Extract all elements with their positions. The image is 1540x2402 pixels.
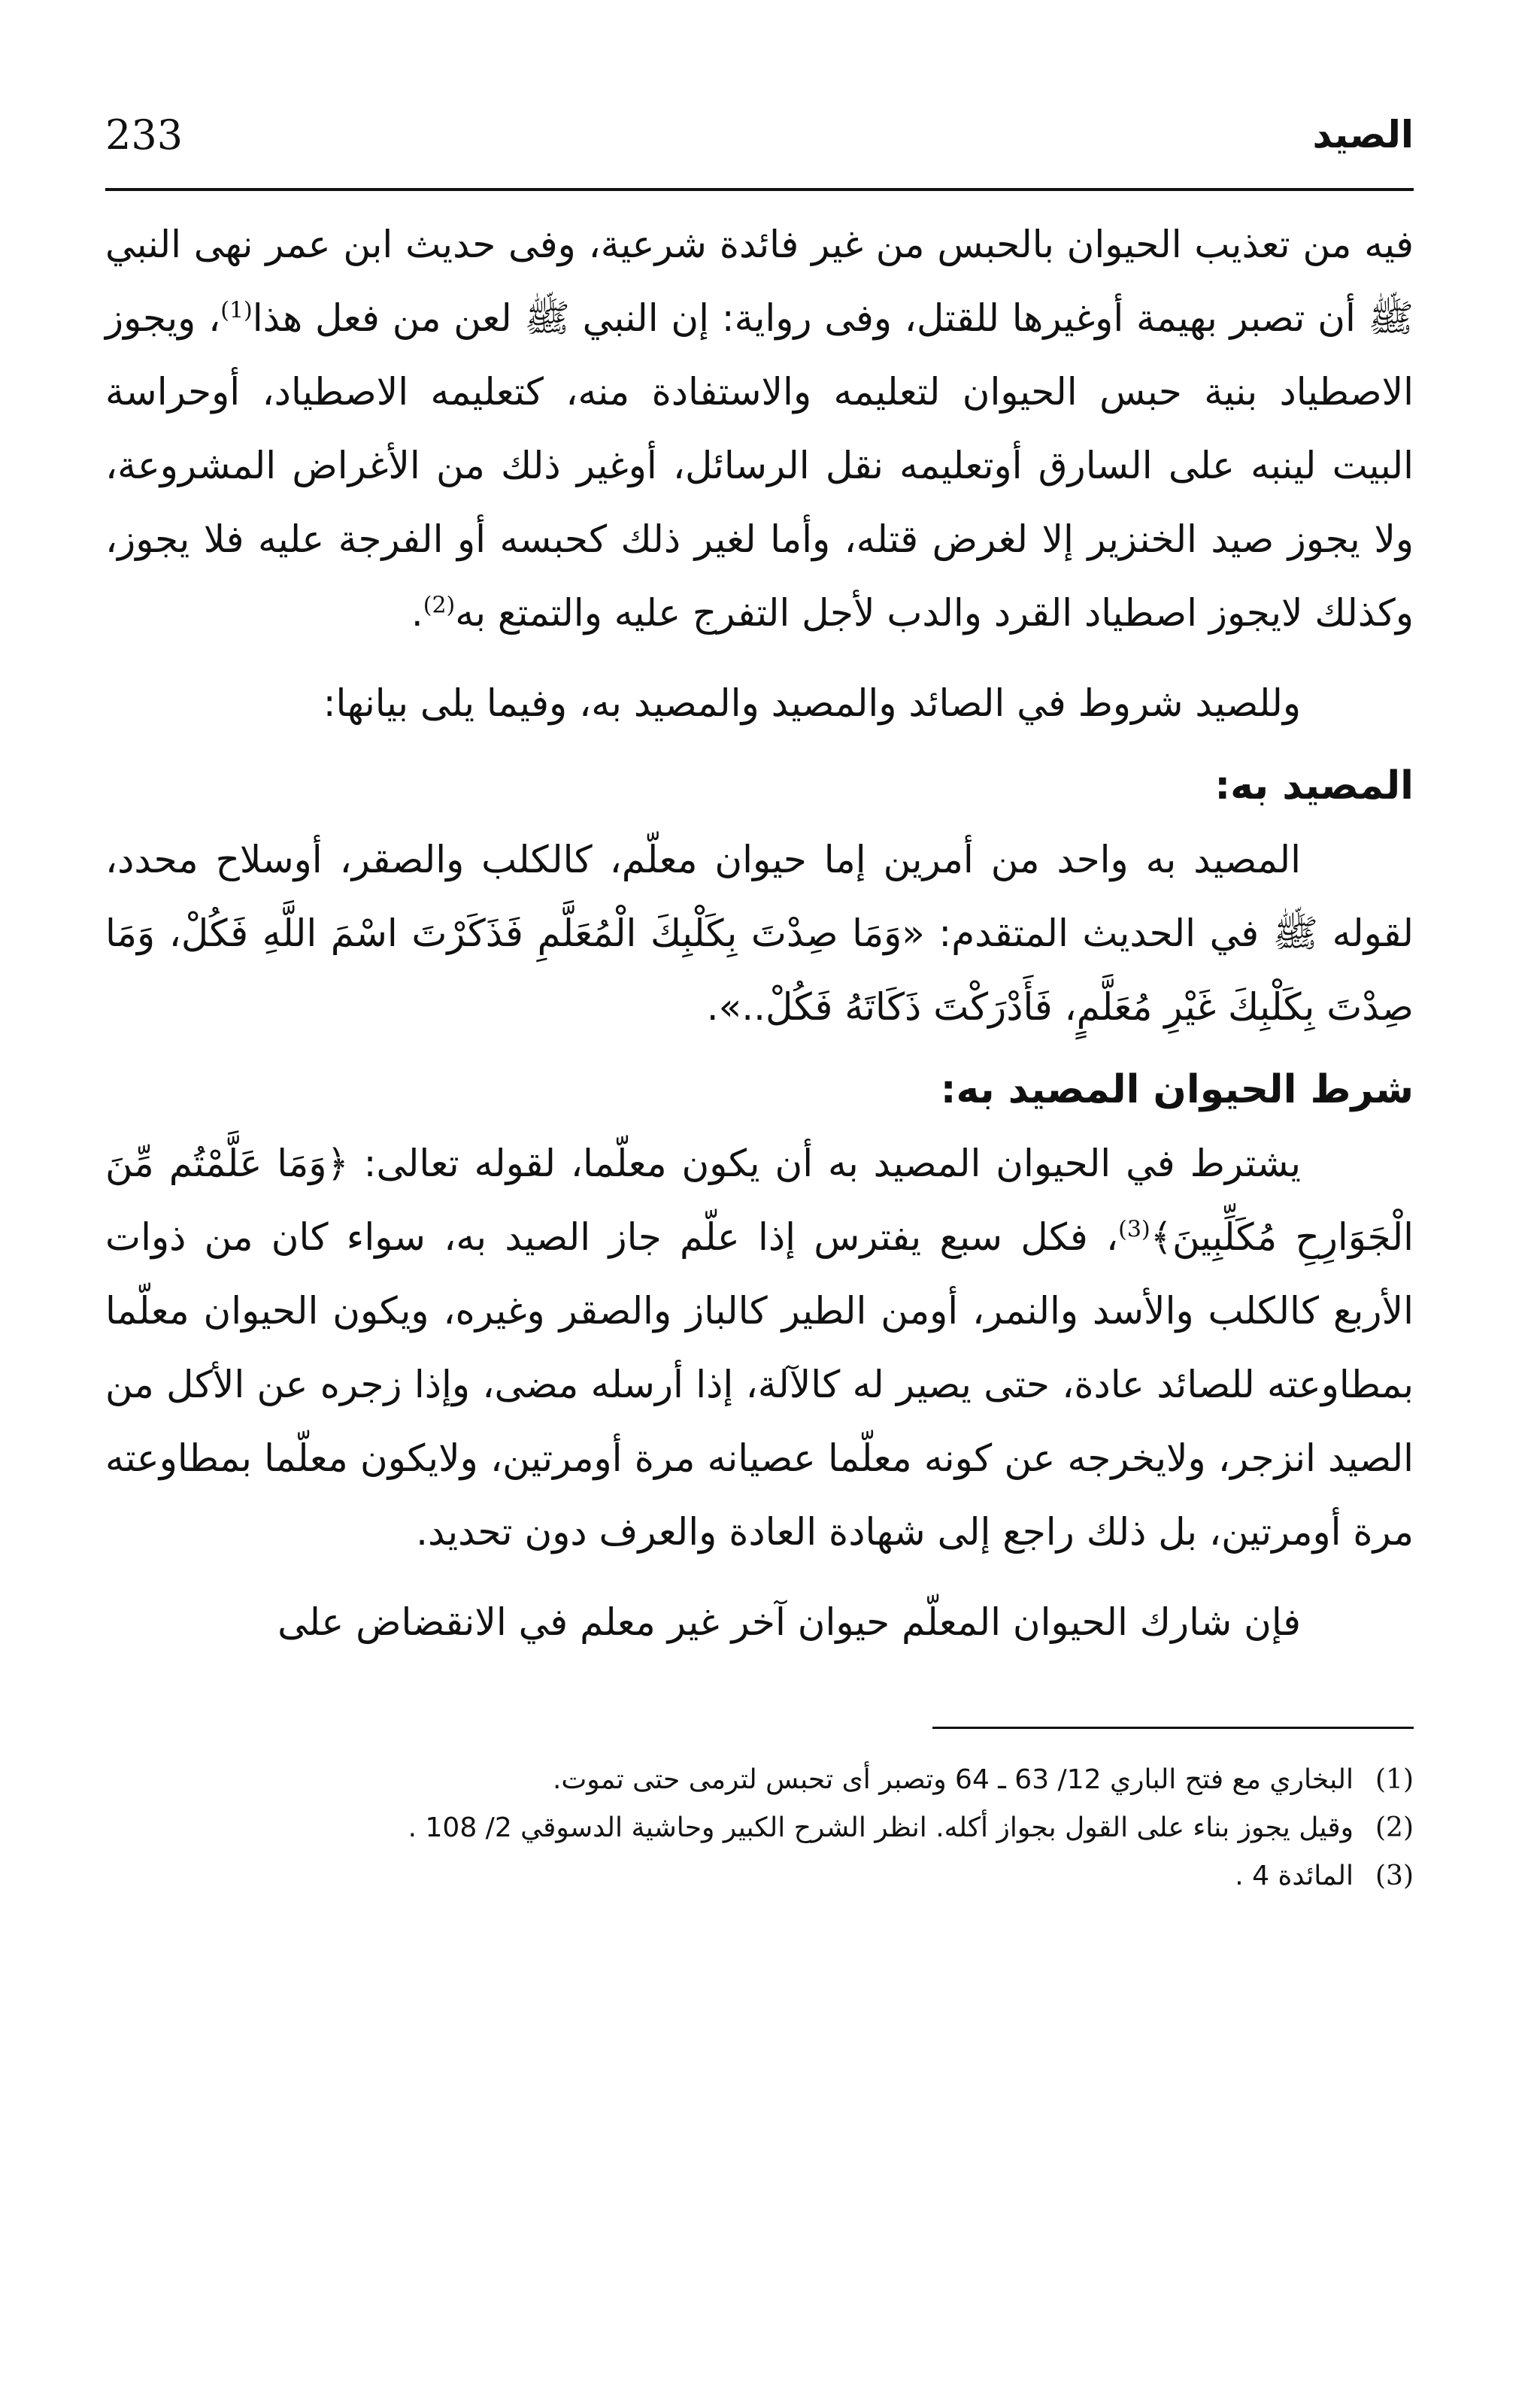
paragraph <box>105 208 1414 650</box>
paragraph: المصيد به واحد من أمرين إما حيوان معلّم، كالكلب والصقر، أوسلاح محدد، لقوله ﷺ في الحديث المتقدم: «وَمَا صِدْتَ بِكَلْبِكَ الْمُعَلَّمِ فَذَكَرْتَ اسْمَ اللَّهِ فَكُلْ، وَمَا صِدْتَ بِكَلْبِكَ غَيْرِ مُعَلَّمٍ، فَأَدْرَكْتَ ذَكَاتَهُ فَكُلْ..». <box>105 838 1414 1029</box>
quran-verse: ﴿وَمَا عَلَّمْتُم مِّنَ الْجَوَارِحِ مُكَلِّبِينَ﴾ <box>105 1142 1414 1259</box>
section-heading: شرط الحيوان المصيد به: <box>940 1067 1414 1112</box>
footnote-number: (1) <box>1375 1764 1414 1795</box>
paragraph: وللصيد شروط في الصائد والمصيد والمصيد به، وفيما يلى بيانها: <box>323 681 1301 725</box>
paragraph-text: ، ويجوز الاصطياد بنية حبس الحيوان لتعليمه والاستفادة منه، كتعليمه الاصطياد، أوحراسة البيت لينبه على السارق أوتعليمه نقل الرسائل، أوغير ذلك من الأغراض المشروعة، ولا يجوز صيد الخنزير إلا لغرض قتله، وأما لغير ذلك كحبسه أو الفرجة عليه فلا يجوز، وكذلك لايجوز اصطياد القرد والدب لأجل التفرج عليه والتمتع به <box>105 296 1414 635</box>
footnote <box>105 1852 1414 1900</box>
section-heading: المصيد به: <box>1214 763 1414 808</box>
footnote-number: (2) <box>1375 1812 1414 1843</box>
footnote-number: (3) <box>1375 1861 1414 1891</box>
footnote <box>105 1756 1414 1804</box>
footnote-text: البخاري مع فتح الباري 12/ 63 ـ 64 وتصبر أى تحبس لترمى حتى تموت. <box>552 1764 1354 1795</box>
footnotes <box>105 1756 1414 1900</box>
page-header <box>105 90 1414 191</box>
paragraph-text: . <box>411 591 423 635</box>
footnote-ref[interactable]: (3) <box>1118 1216 1150 1243</box>
paragraph: فإن شارك الحيوان المعلّم حيوان آخر غير معلم في الانقضاض على <box>277 1600 1301 1644</box>
page-number: 233 <box>105 111 183 159</box>
book-page <box>105 90 1414 2346</box>
footnote-text: وقيل يجوز بناء على القول بجواز أكله. انظر الشرح الكبير وحاشية الدسوقي 2/ 108 . <box>408 1812 1354 1843</box>
footnote-ref[interactable]: (1) <box>220 297 253 324</box>
paragraph-text: يشترط في الحيوان المصيد به أن يكون معلّما، لقوله تعالى: <box>348 1142 1302 1185</box>
footnote-divider <box>932 1727 1414 1729</box>
chapter-title: الصيد <box>1312 113 1414 156</box>
footnote-text: المائدة 4 . <box>1235 1861 1354 1891</box>
paragraph-text: فيه من تعذيب الحيوان بالحبس من غير فائدة شرعية، وفى حديث ابن عمر نهى النبي ﷺ أن تصبر بهيمة أوغيرها للقتل، وفى رواية: إن النبي ﷺ لعن من فعل هذا <box>105 223 1414 340</box>
footnote-ref[interactable]: (2) <box>423 592 456 619</box>
footnote <box>105 1804 1414 1852</box>
paragraph-text: ، فكل سبع يفترس إذا علّم جاز الصيد به، سواء كان من ذوات الأربع كالكلب والأسد والنمر، أومن الطير كالباز والصقر وغيره، ويكون الحيوان معلّما بمطاوعته للصائد عادة، حتى يصير له كالآلة، إذا أرسله مضى، وإذا زجره عن الأكل من الصيد انزجر، ولايخرجه عن كونه معلّما عصيانه مرة أومرتين، ولايكون معلّما بمطاوعته مرة أومرتين، بل ذلك راجع إلى شهادة العادة والعرف دون تحديد. <box>105 1215 1414 1554</box>
paragraph <box>105 1127 1414 1569</box>
body-text <box>105 208 1414 1659</box>
